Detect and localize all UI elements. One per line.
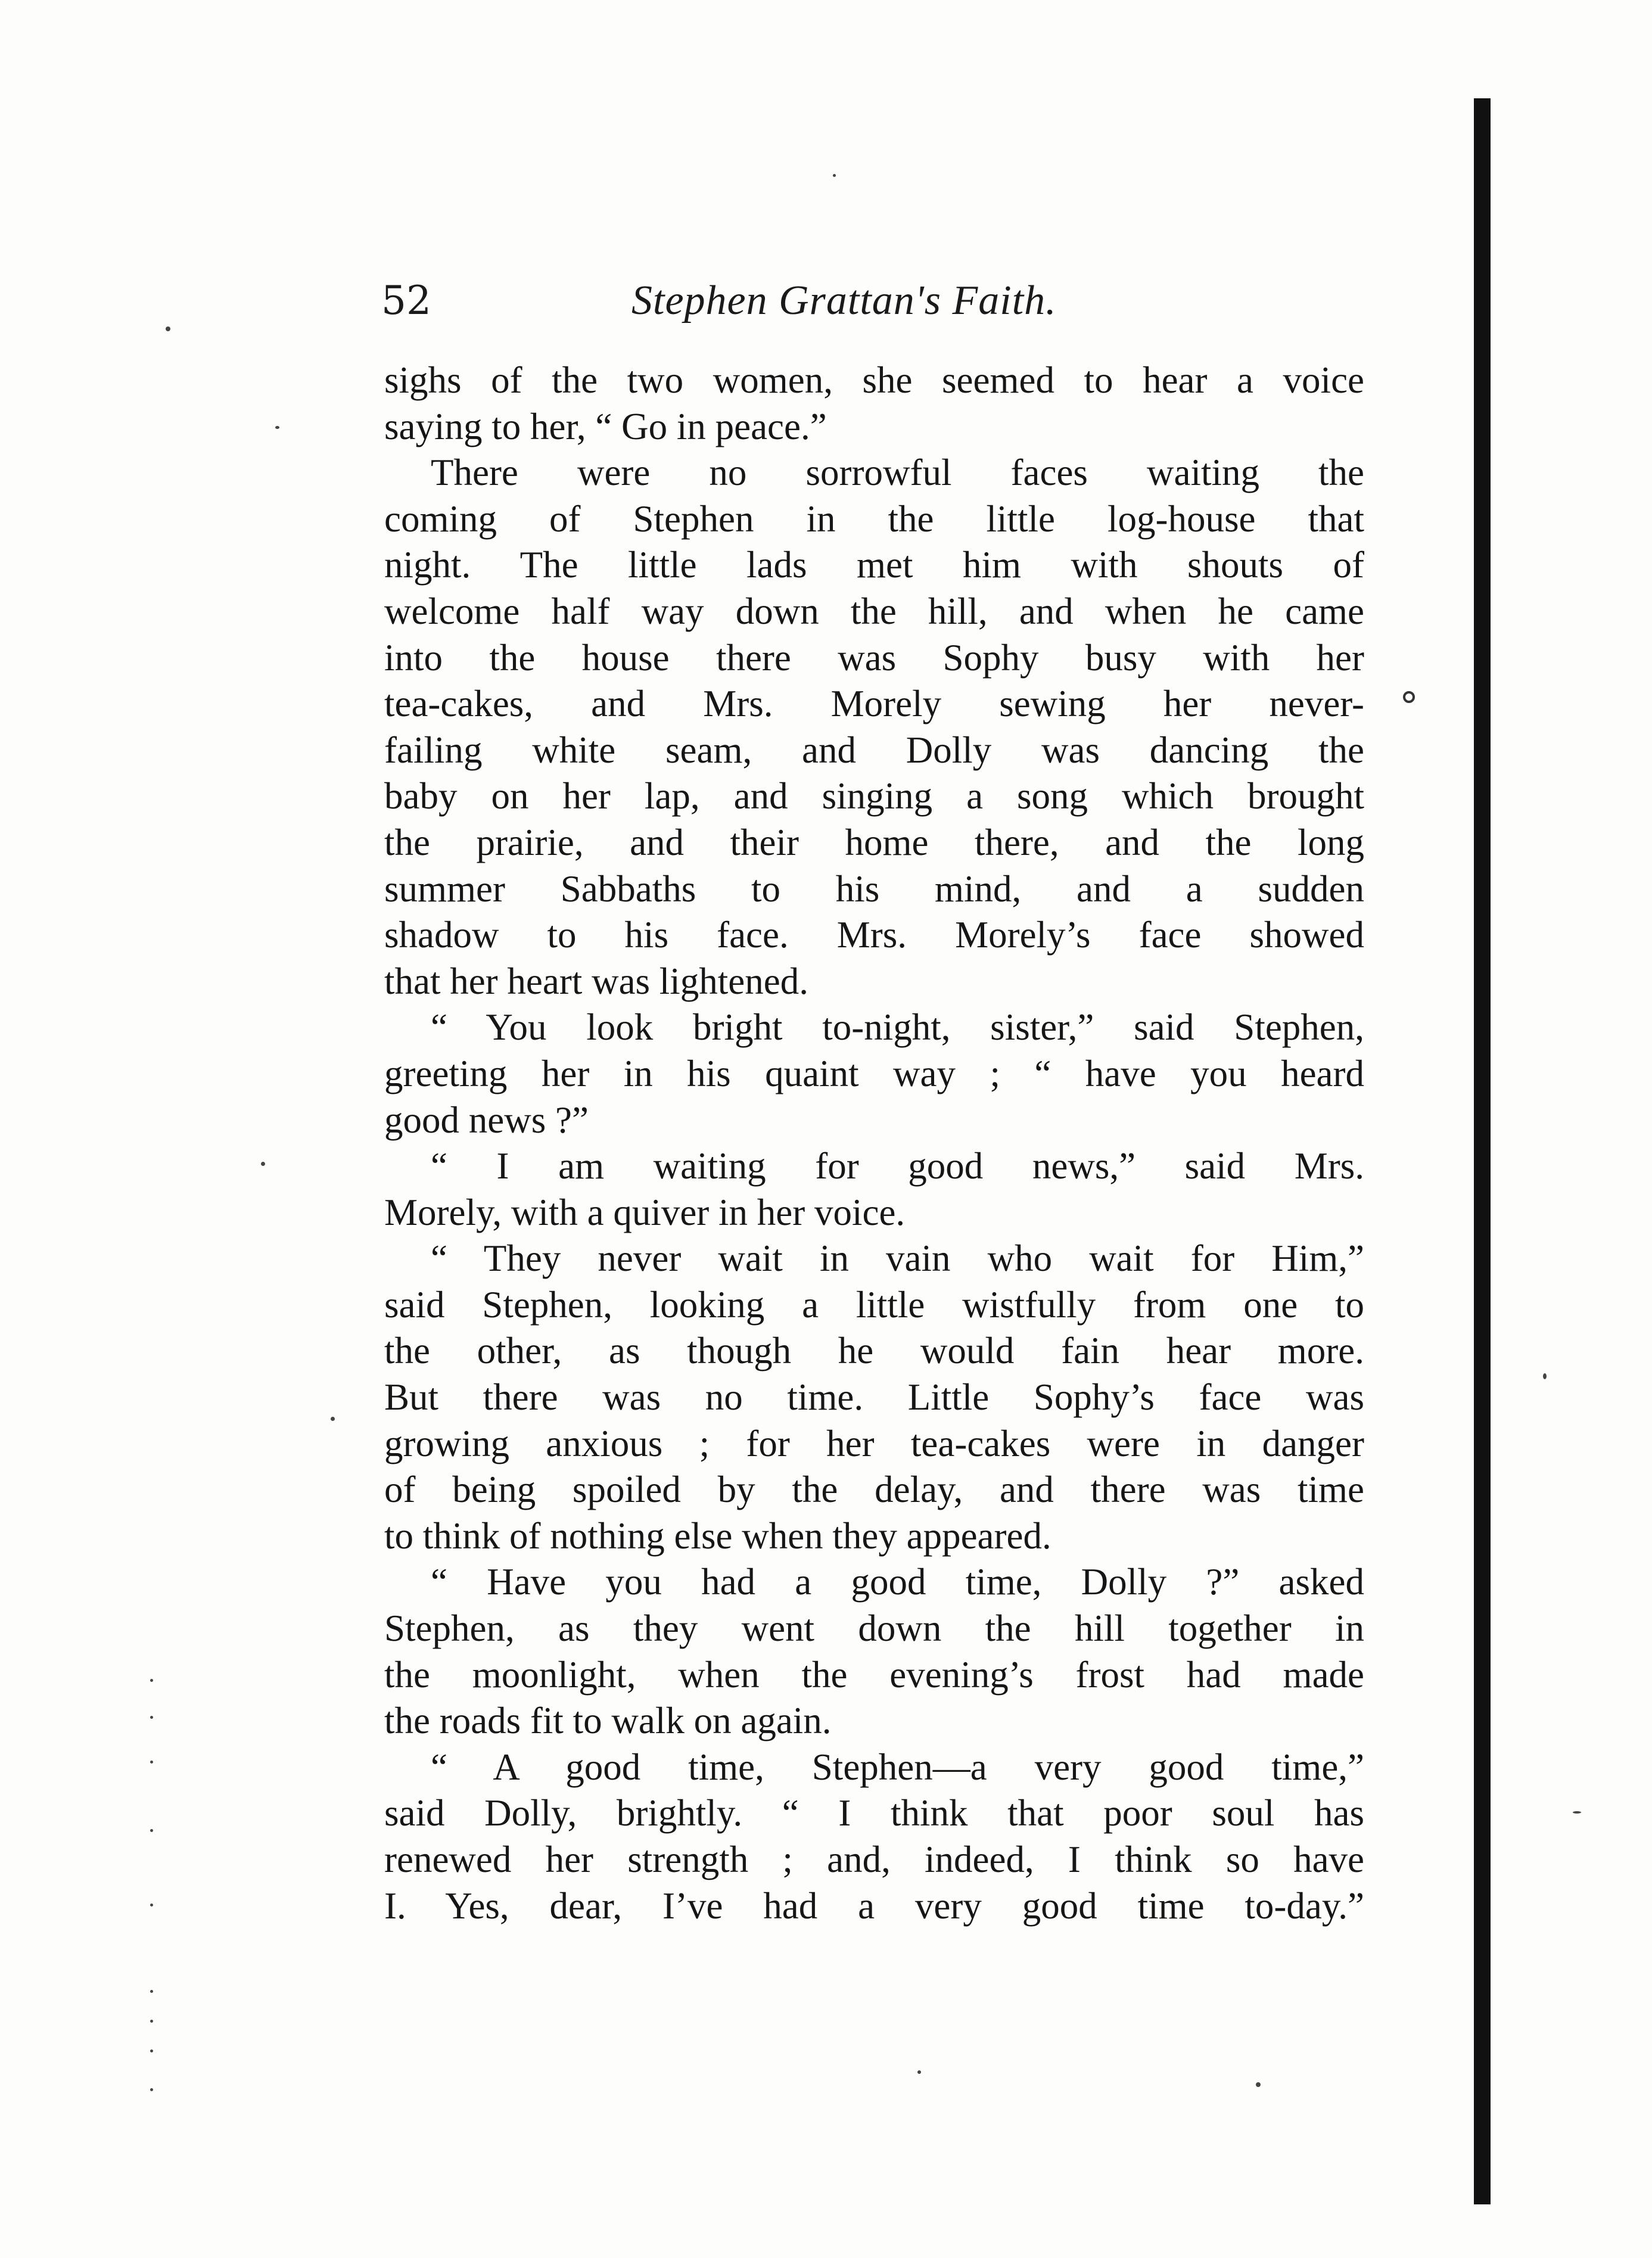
text-line: good news ?” [384, 1099, 589, 1141]
text-line: said Dolly, brightly. “ I think that poor soul has [384, 1792, 1364, 1834]
text-line: the other, as though he would fain hear more. [384, 1330, 1364, 1372]
text-line: “ Have you had a good time, Dolly ?” asked [431, 1561, 1364, 1603]
text-line: Morely, with a quiver in her voice. [384, 1191, 906, 1233]
text-line: I. Yes, dear, I’ve had a very good time to-day.” [384, 1884, 1364, 1927]
text-line: the roads fit to walk on again. [384, 1700, 832, 1742]
body-text [384, 357, 1364, 1929]
text-line: into the house there was Sophy busy with her [384, 636, 1364, 679]
scan-speck [150, 1829, 153, 1832]
scan-speck [166, 326, 170, 331]
scan-speck [150, 2049, 153, 2052]
text-line: “ You look bright to-night, sister,” said Stephen, [431, 1006, 1364, 1049]
text-line: baby on her lap, and singing a song which brought [384, 775, 1364, 817]
text-line: saying to her, “ Go in peace.” [384, 405, 827, 447]
text-line: summer Sabbaths to his mind, and a sudden [384, 867, 1364, 910]
text-line: sighs of the two women, she seemed to hear a voice [384, 359, 1364, 401]
scan-ring [1403, 691, 1415, 703]
text-line: to think of nothing else when they appeared. [384, 1514, 1051, 1557]
text-line: renewed her strength ; and, indeed, I think so have [384, 1839, 1364, 1880]
scan-speck [1256, 2082, 1261, 2087]
text-line: coming of Stephen in the little log-house that [384, 497, 1364, 540]
text-line: night. The little lads met him with shouts of [384, 544, 1364, 586]
scan-speck [150, 1679, 153, 1682]
text-line: “ They never wait in vain who wait for Him,” [431, 1237, 1364, 1280]
text-line: shadow to his face. Mrs. Morely’s face showed [384, 914, 1364, 956]
text-line: There were no sorrowful faces waiting the [431, 452, 1364, 494]
scan-speck [1573, 1811, 1581, 1814]
scan-speck [331, 1417, 335, 1421]
running-title: Stephen Grattan's Faith. [631, 278, 1057, 324]
scan-speck [917, 2070, 921, 2074]
text-line: of being spoiled by the delay, and there was time [384, 1469, 1364, 1511]
scan-speck [833, 174, 836, 177]
scan-speck [150, 1716, 153, 1719]
text-line: tea-cakes, and Mrs. Morely sewing her never- [384, 683, 1364, 725]
scan-speck [261, 1162, 265, 1166]
page-edge-shadow [1474, 98, 1491, 2204]
text-line: “ I am waiting for good news,” said Mrs. [431, 1145, 1364, 1187]
text-line: that her heart was lightened. [384, 960, 808, 1002]
scan-speck [150, 2088, 153, 2091]
scan-speck [150, 1990, 153, 1993]
text-line: growing anxious ; for her tea-cakes were in danger [384, 1422, 1364, 1464]
scan-speck [150, 1904, 153, 1906]
text-line: greeting her in his quaint way ; “ have you heard [384, 1052, 1364, 1094]
page-number: 52 [381, 278, 431, 324]
scan-speck [1543, 1373, 1547, 1379]
text-line: welcome half way down the hill, and when he came [384, 590, 1364, 632]
text-line: the moonlight, when the evening’s frost had made [384, 1653, 1364, 1696]
running-head [381, 271, 1364, 331]
text-line: But there was no time. Little Sophy’s face was [384, 1376, 1364, 1419]
scan-speck [150, 1761, 153, 1764]
scan-speck [150, 2020, 153, 2023]
scan-speck [275, 426, 279, 429]
text-line: failing white seam, and Dolly was dancing the [384, 729, 1364, 771]
text-line: Stephen, as they went down the hill together in [384, 1607, 1364, 1650]
text-line: the prairie, and their home there, and the long [384, 821, 1364, 863]
text-line: said Stephen, looking a little wistfully from one to [384, 1283, 1364, 1326]
text-line: “ A good time, Stephen—a very good time,” [431, 1746, 1364, 1788]
